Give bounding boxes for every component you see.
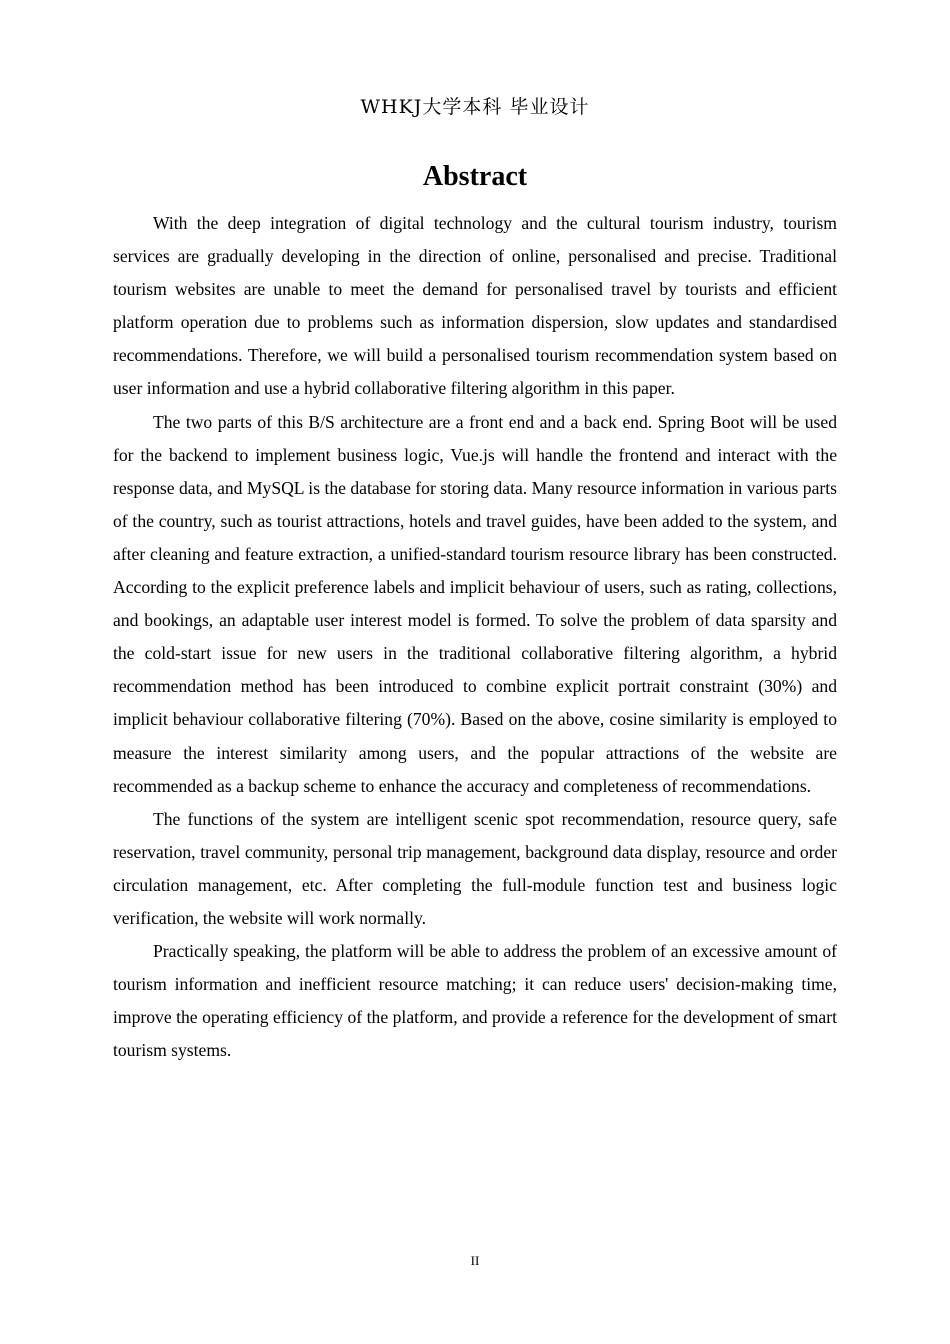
abstract-paragraph-4: Practically speaking, the platform will be able to address the problem of an excessive amount of tourism information and inefficient resource matching; it can reduce users' decision-making time, improve the operating efficiency of the platform, and provide a reference for the development of smart tourism systems. <box>113 941 837 1061</box>
page-header: WHKJ大学本科 毕业设计 <box>360 96 590 118</box>
abstract-paragraph-1: With the deep integration of digital technology and the cultural tourism industry, tourism services are gradually developing in the direction of online, personalised and precise. Traditional tourism websites are unable to meet the demand for personalised travel by tourists and efficient platform operation due to problems such as information dispersion, slow updates and standardised recommendations. Therefore, we will build a personalised tourism recommendation system based on user information and use a hybrid collaborative filtering algorithm in this paper. <box>113 213 837 399</box>
page-number: II <box>470 1253 480 1268</box>
abstract-title: Abstract <box>422 161 528 192</box>
abstract-body <box>113 207 837 1067</box>
abstract-paragraph-3: The functions of the system are intelligent scenic spot recommendation, resource query, safe reservation, travel community, personal trip management, background data display, resource and order circulation management, etc. After completing the full-module function test and business logic verification, the website will work normally. <box>113 808 837 928</box>
abstract-paragraph-2: The two parts of this B/S architecture are a front end and a back end. Spring Boot will be used for the backend to implement business logic, Vue.js will handle the frontend and interact with the response data, and MySQL is the database for storing data. Many resource information in various parts of the country, such as tourist attractions, hotels and travel guides, have been added to the system, and after cleaning and feature extraction, a unified-standard tourism resource library has been constructed. According to the explicit preference labels and implicit behaviour of users, such as rating, collections, and bookings, an adaptable user interest model is formed. To solve the problem of data sparsity and the cold-start issue for new users in the traditional collaborative filtering algorithm, a hybrid recommendation method has been introduced to combine explicit portrait constraint (30%) and implicit behaviour collaborative filtering (70%). Based on the above, cosine similarity is employed to measure the interest similarity among users, and the popular attractions of the website are recommended as a backup scheme to enhance the accuracy and completeness of recommendations. <box>113 411 837 796</box>
